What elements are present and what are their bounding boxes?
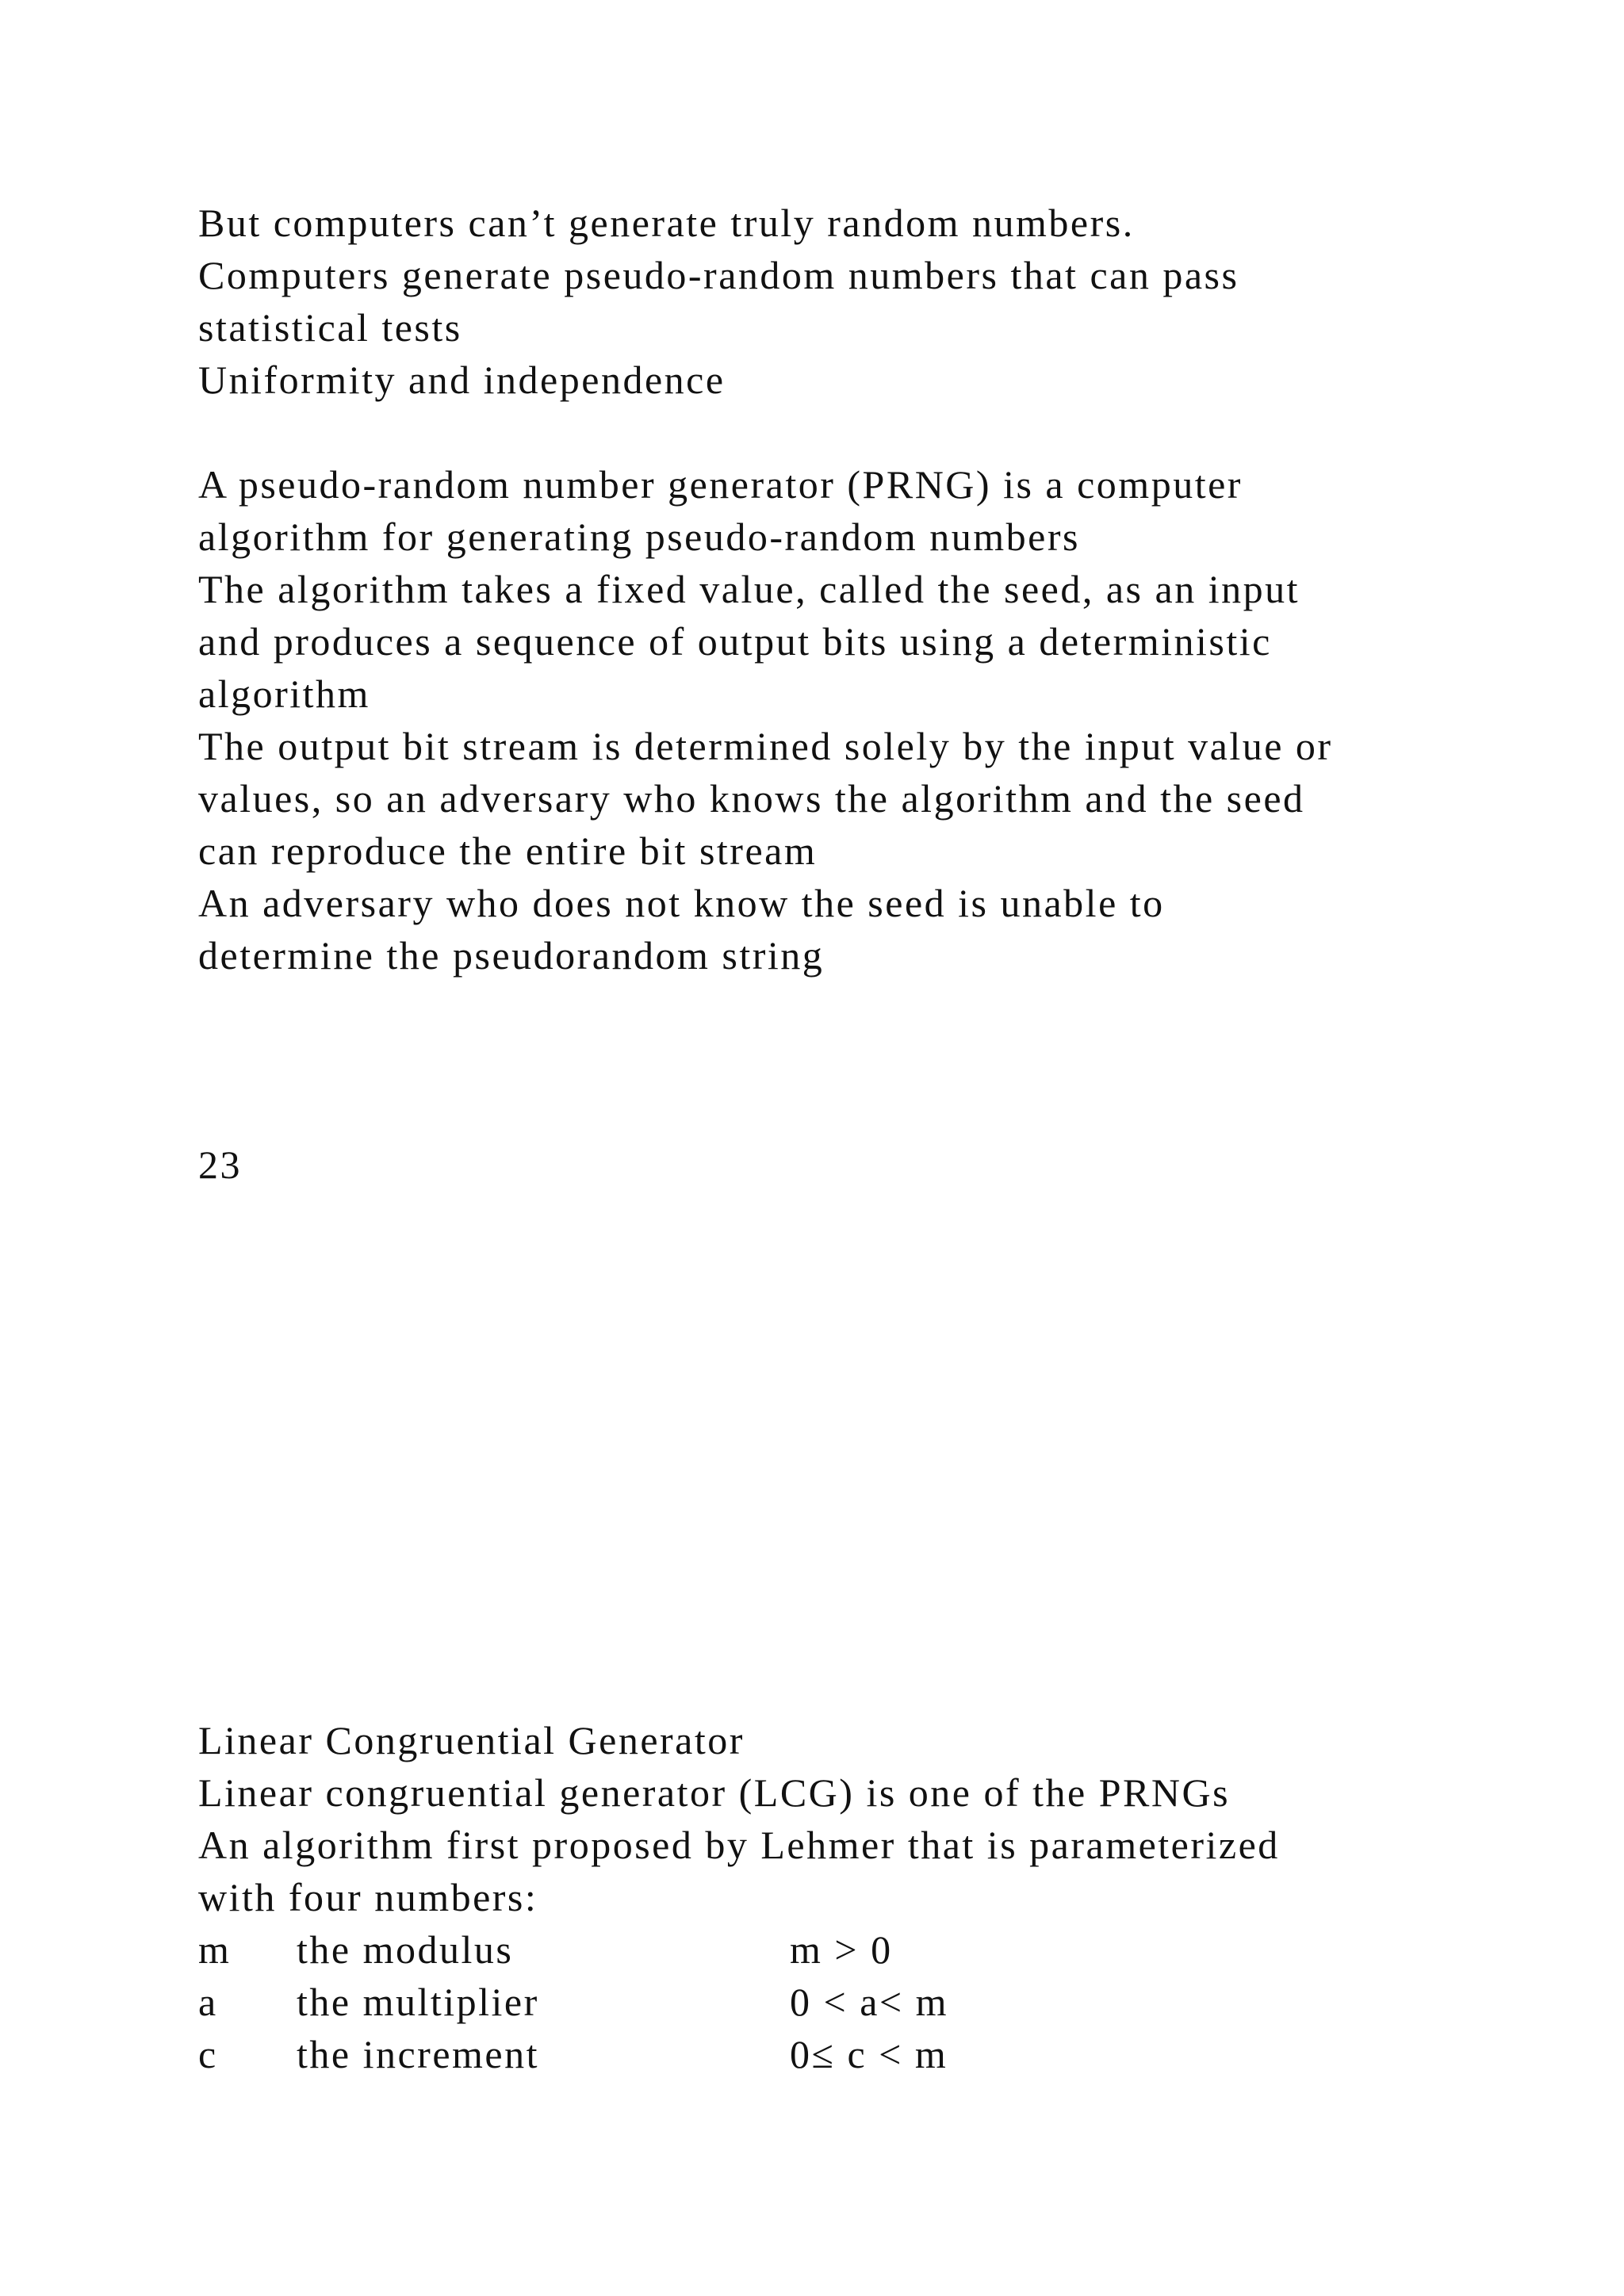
param-symbol: a bbox=[198, 1980, 218, 2024]
param-name: the multiplier bbox=[297, 1980, 539, 2024]
text-line: Uniformity and independence bbox=[198, 358, 726, 402]
text-line: determine the pseudorandom string bbox=[198, 933, 825, 978]
text-line: A pseudo-random number generator (PRNG) is a computer bbox=[198, 462, 1243, 507]
text-line: algorithm bbox=[198, 672, 370, 716]
text-line: An adversary who does not know the seed is unable to bbox=[198, 881, 1165, 925]
text-line: values, so an adversary who knows the algorithm and the seed bbox=[198, 776, 1305, 821]
text-line: The algorithm takes a fixed value, called the seed, as an input bbox=[198, 567, 1300, 611]
param-name: the modulus bbox=[297, 1927, 514, 1972]
text-line: The output bit stream is determined solely by the input value or bbox=[198, 724, 1333, 768]
param-condition: 0 < a< m bbox=[790, 1980, 948, 2024]
text-line: with four numbers: bbox=[198, 1875, 538, 1919]
text-line: statistical tests bbox=[198, 305, 462, 350]
param-row-multiplier bbox=[198, 1976, 1467, 2028]
param-condition: m > 0 bbox=[790, 1927, 893, 1972]
text-line: and produces a sequence of output bits using a deterministic bbox=[198, 619, 1272, 664]
page-number: 23 bbox=[198, 1142, 242, 1187]
text-line: An algorithm first proposed by Lehmer that is parameterized bbox=[198, 1823, 1280, 1867]
text-line: Computers generate pseudo-random numbers that can pass bbox=[198, 253, 1239, 297]
param-name: the increment bbox=[297, 2032, 539, 2076]
param-condition: 0≤ c < m bbox=[790, 2032, 948, 2076]
param-symbol: c bbox=[198, 2032, 218, 2076]
param-row-modulus bbox=[198, 1923, 1467, 1976]
text-line: Linear congruential generator (LCG) is one of the PRNGs bbox=[198, 1770, 1231, 1815]
text-line: But computers can’t generate truly random numbers. bbox=[198, 201, 1135, 245]
section-title: Linear Congruential Generator bbox=[198, 1718, 745, 1762]
param-symbol: m bbox=[198, 1927, 232, 1972]
text-line: can reproduce the entire bit stream bbox=[198, 828, 818, 873]
param-row-increment bbox=[198, 2028, 1467, 2080]
text-line: algorithm for generating pseudo-random numbers bbox=[198, 515, 1080, 559]
